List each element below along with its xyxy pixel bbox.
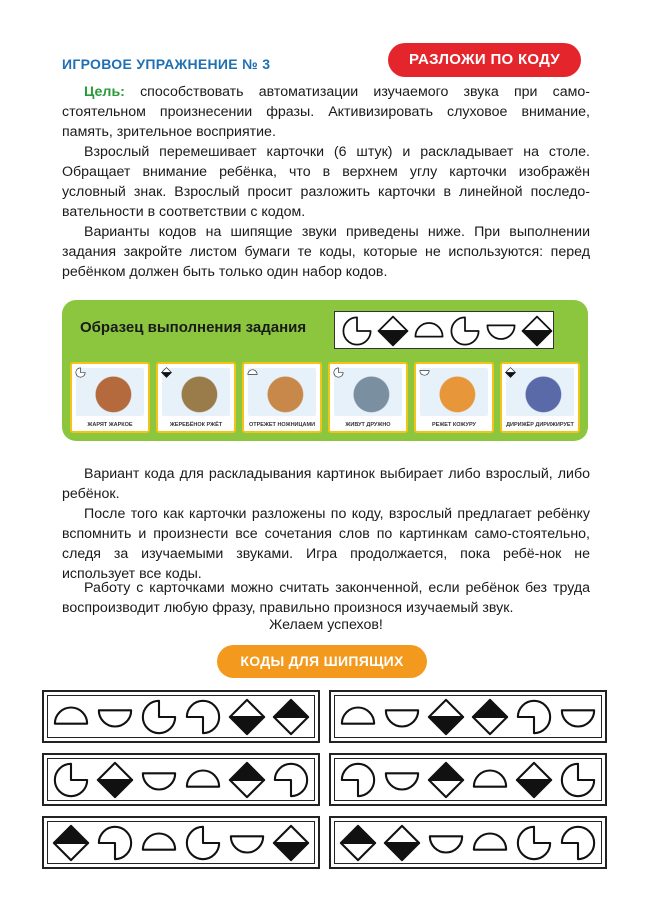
quarter-pie-icon <box>272 761 310 799</box>
sample-panel <box>62 300 588 441</box>
diamond-half-icon <box>515 761 553 799</box>
diamond-half-icon <box>96 761 134 799</box>
half-circle-down-icon <box>559 698 597 736</box>
quarter-pie-icon <box>184 698 222 736</box>
goal-paragraph <box>62 82 590 142</box>
half-circle-up-icon <box>52 698 90 736</box>
half-circle-down-icon <box>383 761 421 799</box>
picture-card[interactable] <box>414 362 494 433</box>
picture-card[interactable] <box>328 362 408 433</box>
code-set[interactable] <box>42 816 320 869</box>
half-circle-down-icon <box>383 698 421 736</box>
picture-card[interactable] <box>156 362 236 433</box>
diamond-half-icon <box>377 315 409 347</box>
half-circle-up-icon <box>184 761 222 799</box>
circle-quarter-cut-icon <box>449 315 481 347</box>
half-circle-down-icon <box>427 824 465 862</box>
exercise-badge: РАЗЛОЖИ ПО КОДУ <box>388 43 581 77</box>
circle-quarter-cut-icon <box>515 824 553 862</box>
picture-card[interactable] <box>242 362 322 433</box>
card-illustration <box>76 368 144 416</box>
instruction-paragraph-2: Варианты кодов на шипящие звуки приведены ниже. При выполнении задания закройте листом бумаги те коды, которые не используются: перед ребёнком должен быть только один набор кодов. <box>62 224 590 280</box>
half-circle-up-icon <box>339 698 377 736</box>
circle-quarter-cut-icon <box>184 824 222 862</box>
half-circle-up-icon <box>471 824 509 862</box>
diamond-half-down-icon <box>228 761 266 799</box>
code-set[interactable] <box>329 816 607 869</box>
half-circle-down-icon <box>419 367 430 378</box>
goal-text: способствовать автоматизации изучаемого звука при само-стоятельном произнесении фразы. Активизировать слуховое внимание, память, зрительное восприятие. <box>62 84 590 140</box>
diamond-half-down-icon <box>427 761 465 799</box>
codes-badge: КОДЫ ДЛЯ ШИПЯЩИХ <box>217 645 427 678</box>
half-circle-up-icon <box>140 824 178 862</box>
diamond-half-icon <box>521 315 553 347</box>
diamond-half-icon <box>427 698 465 736</box>
quarter-pie-icon <box>339 761 377 799</box>
card-illustration <box>420 368 488 416</box>
body-paragraph-2: После того как карточки разложены по коду, взрослый предлагает ребёнку вспомнить и произнести все сочетания слов по картинкам само-стоятельно, следя за изучаемыми звуками. Игра продолжается, пока ребё-нок не использует все коды. <box>62 506 590 582</box>
card-illustration <box>248 368 316 416</box>
code-set[interactable] <box>42 690 320 743</box>
circle-quarter-cut-icon <box>333 367 344 378</box>
code-set[interactable] <box>329 690 607 743</box>
diamond-half-icon <box>272 824 310 862</box>
diamond-half-down-icon <box>471 698 509 736</box>
body-paragraph-1: Вариант кода для раскладывания картинок выбирает либо взрослый, либо ребёнок. <box>62 466 590 502</box>
card-caption: РЕЖЕТ КОЖУРУ <box>432 422 476 428</box>
picture-card[interactable] <box>70 362 150 433</box>
quarter-pie-icon <box>96 824 134 862</box>
half-circle-down-icon <box>228 824 266 862</box>
goal-label: Цель: <box>84 84 125 100</box>
code-set[interactable] <box>42 753 320 806</box>
body-paragraph-3: Работу с карточками можно считать законченной, если ребёнок без труда воспроизводит любую фразу, правильно произнося изучаемый звук. <box>62 580 590 616</box>
wish-text: Желаем успехов! <box>269 617 383 633</box>
half-circle-down-icon <box>140 761 178 799</box>
half-circle-up-icon <box>413 315 445 347</box>
instruction-paragraph-1: Взрослый перемешивает карточки (6 штук) и раскладывает на столе. Обращает внимание ребёнка, что в верхнем углу карточки изображён условный знак. Взрослый просит разложить карточки в линейной последо-вательности в соответствии с кодом. <box>62 144 590 220</box>
card-caption: ЖЕРЕБЁНОК РЖЁТ <box>169 422 223 428</box>
half-circle-down-icon <box>485 315 517 347</box>
half-circle-up-icon <box>247 367 258 378</box>
circle-quarter-cut-icon <box>559 761 597 799</box>
diamond-half-icon <box>383 824 421 862</box>
half-circle-up-icon <box>471 761 509 799</box>
diamond-half-down-icon <box>339 824 377 862</box>
quarter-pie-icon <box>515 698 553 736</box>
card-caption: ЖАРЯТ ЖАРКОЕ <box>87 422 133 428</box>
diamond-half-down-icon <box>272 698 310 736</box>
card-illustration <box>334 368 402 416</box>
diamond-half-down-icon <box>52 824 90 862</box>
diamond-half-icon <box>161 367 172 378</box>
card-caption: ОТРЕЖЕТ НОЖНИЦАМИ <box>248 422 316 428</box>
exercise-title: ИГРОВОЕ УПРАЖНЕНИЕ № 3 <box>62 56 271 72</box>
card-illustration <box>506 368 574 416</box>
picture-card[interactable] <box>500 362 580 433</box>
circle-quarter-cut-icon <box>140 698 178 736</box>
circle-quarter-cut-icon <box>75 367 86 378</box>
code-set[interactable] <box>329 753 607 806</box>
diamond-half-icon <box>505 367 516 378</box>
circle-quarter-cut-icon <box>52 761 90 799</box>
diamond-half-icon <box>228 698 266 736</box>
card-caption: ЖИВУТ ДРУЖНО <box>345 422 391 428</box>
card-caption: ДИРИЖЁР ДИРИЖИРУЕТ <box>506 422 574 428</box>
circle-quarter-cut-icon <box>341 315 373 347</box>
sample-cards <box>70 362 580 435</box>
quarter-pie-icon <box>559 824 597 862</box>
card-illustration <box>162 368 230 416</box>
half-circle-down-icon <box>96 698 134 736</box>
sample-code-strip <box>334 311 554 349</box>
sample-title: Образец выполнения задания <box>80 319 307 336</box>
